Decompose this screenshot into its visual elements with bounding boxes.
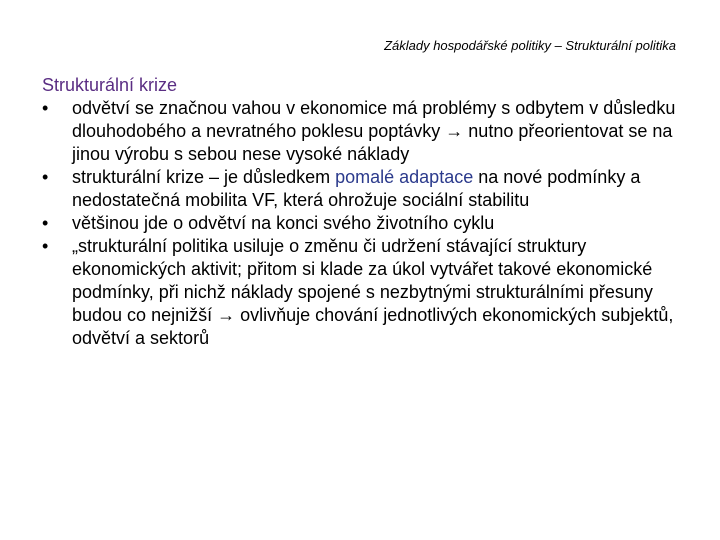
bullet-3-text: většinou jde o odvětví na konci svého životního cyklu [72,213,495,233]
slide-content [42,74,682,350]
slide-heading: Strukturální krize [42,75,178,95]
bullet-list [42,97,682,350]
bullet-1-text-b: nutno přeorientovat se na jinou výrobu s sebou nese vysoké náklady [72,121,673,164]
arrow-right-icon: → [445,121,464,141]
bullet-dot-icon: • [42,236,49,256]
bullet-dot-icon: • [42,213,49,233]
bullet-item-1 [42,97,682,166]
bullet-2-text-post: na nové podmínky a nedostatečná mobilita VF, která ohrožuje sociální stabilitu [72,167,641,210]
bullet-dot-icon: • [42,98,49,118]
bullet-item-2 [42,166,682,212]
bullet-2-highlight: pomalé adaptace [335,167,474,187]
bullet-item-4 [42,235,682,350]
bullet-1-text-a: odvětví se značnou vahou v ekonomice má problémy s odbytem v důsledku dlouhodobého a nevratného poklesu poptávky [72,98,676,141]
bullet-4-text-b: ovlivňuje chování jednotlivých ekonomických subjektů, odvětví a sektorů [72,305,674,348]
bullet-4-text-a: „strukturální politika usiluje o změnu či udržení stávající struktury ekonomických aktivit; přitom si klade za úkol vytvářet takové ekonomické podmínky, při nichž náklady spojené s nezbytnými strukturálními přesuny budou co nejnižší [72,236,653,325]
bullet-dot-icon: • [42,167,49,187]
slide-header: Základy hospodářské politiky – Strukturální politika [384,38,676,53]
bullet-2-text-pre: strukturální krize – je důsledkem [72,167,336,187]
bullet-item-3 [42,212,682,235]
arrow-right-icon: → [217,305,236,325]
